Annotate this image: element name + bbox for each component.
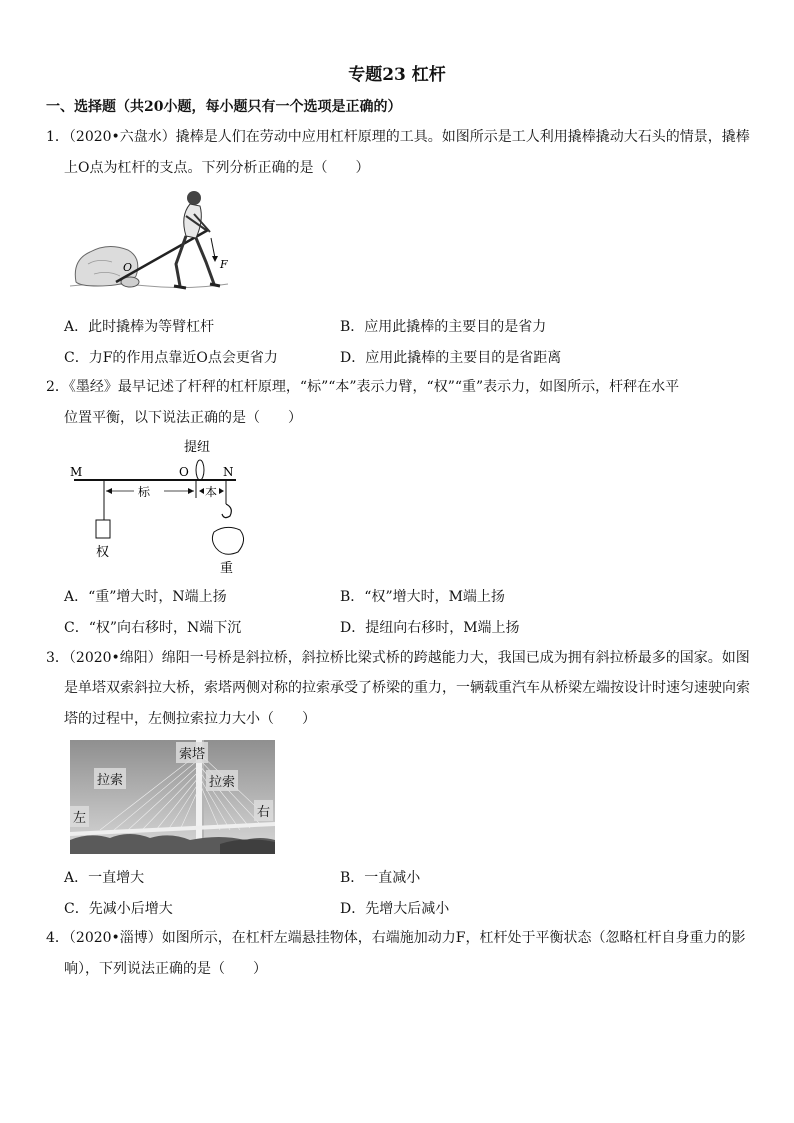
bridge-photo: [70, 740, 275, 854]
tower-label: 索塔: [176, 742, 208, 763]
question-3-line-3: 塔的过程中，左侧拉索拉力大小（ ）: [64, 711, 316, 727]
steelyard-figure: [66, 436, 256, 578]
question-2-option-b[interactable]: B．“权”增大时，M端上扬: [340, 589, 505, 605]
end-label-m: M: [70, 465, 83, 479]
question-1-option-c[interactable]: C．力F的作用点靠近O点会更省力: [64, 350, 278, 366]
question-2-option-a[interactable]: A．“重”增大时，N端上扬: [64, 589, 227, 605]
end-label-n: N: [223, 465, 234, 479]
object-label-zhong: 重: [220, 561, 234, 576]
right-end-label: 右: [254, 800, 273, 821]
pivot-label-o: O: [179, 465, 189, 479]
knob-label: 提纽: [184, 440, 211, 455]
section-heading: 一、选择题（共20小题，每小题只有一个选项是正确的）: [46, 99, 402, 115]
question-2-option-c[interactable]: C．“权”向右移时，N端下沉: [64, 620, 242, 636]
question-3-option-d[interactable]: D．先增大后减小: [340, 901, 450, 917]
left-cable-label: 拉索: [94, 768, 126, 789]
question-1-line-2: 上O点为杠杆的支点。下列分析正确的是（ ）: [64, 160, 370, 176]
question-3-line-1: 3．（2020•绵阳）绵阳一号桥是斜拉桥，斜拉桥比梁式桥的跨越能力大，我国已成为拥有斜拉桥最多的国家。如图: [46, 650, 750, 666]
question-1-option-d[interactable]: D．应用此撬棒的主要目的是省距离: [340, 350, 562, 366]
question-1-option-a[interactable]: A．此时撬棒为等臂杠杆: [64, 319, 215, 335]
weight-label-quan: 权: [96, 545, 110, 560]
question-2-option-d[interactable]: D．提纽向右移时，M端上扬: [340, 620, 520, 636]
page-title: 专题23 杠杆: [348, 65, 446, 85]
question-4-line-2: 响），下列说法正确的是（ ）: [64, 961, 267, 977]
right-cable-label: 拉索: [206, 770, 238, 791]
question-1-line-1: 1．（2020•六盘水）撬棒是人们在劳动中应用杠杆原理的工具。如图所示是工人利用撬棒撬动大石头的情景，撬棒: [46, 129, 750, 145]
question-1-option-b[interactable]: B．应用此撬棒的主要目的是省力: [340, 319, 547, 335]
arm-label-ben: 本: [205, 485, 218, 499]
arm-label-biao: 标: [138, 485, 151, 499]
question-3-option-c[interactable]: C．先减小后增大: [64, 901, 173, 917]
left-end-label: 左: [70, 806, 89, 827]
force-label-f: F: [220, 258, 228, 271]
crowbar-worker-figure: [68, 186, 248, 298]
question-2-line-1: 2．《墨经》最早记述了杆秤的杠杆原理，“标”“本”表示力臂，“权”“重”表示力，如图所示，杆秤在水平: [46, 379, 680, 395]
question-3-option-b[interactable]: B．一直减小: [340, 870, 421, 886]
question-3-line-2: 是单塔双索斜拉大桥，索塔两侧对称的拉索承受了桥梁的重力，一辆载重汽车从桥梁左端按设计时速匀速驶向索: [64, 680, 750, 696]
question-4-line-1: 4．（2020•淄博）如图所示，在杠杆左端悬挂物体，右端施加动力F，杠杆处于平衡状态（忽略杠杆自身重力的影: [46, 930, 746, 946]
question-3-option-a[interactable]: A．一直增大: [64, 870, 145, 886]
pivot-label-o: O: [123, 261, 133, 274]
question-2-line-2: 位置平衡，以下说法正确的是（ ）: [64, 410, 302, 426]
